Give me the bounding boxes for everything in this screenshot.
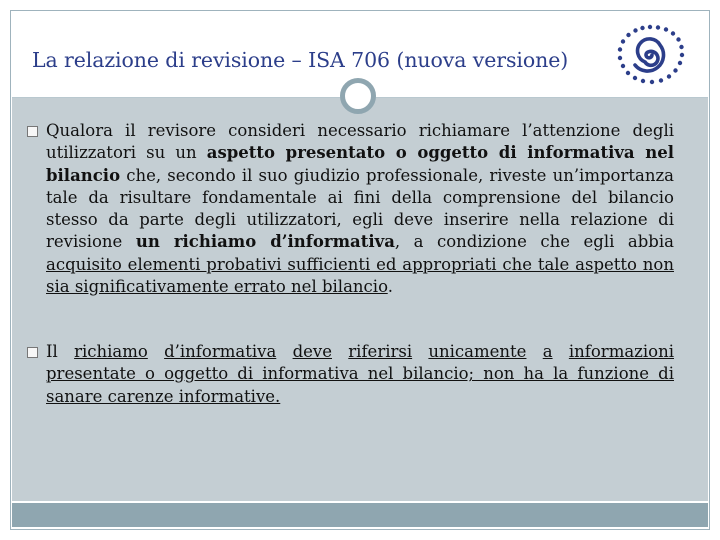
- slide-title: La relazione di revisione – ISA 706 (nuova versione): [32, 48, 569, 72]
- footer-band: [12, 503, 708, 527]
- square-bullet-icon: [27, 347, 38, 358]
- square-bullet-icon: [27, 126, 38, 137]
- paragraph-2: Il richiamo d’informativa deve riferirsi unicamente a informazioni presentate o oggetto di informativa nel bilancio; non ha la funzione di sanare carenze informative.: [46, 342, 674, 406]
- ring-ornament-icon: [340, 78, 376, 114]
- spiral-logo-icon: [612, 22, 688, 88]
- paragraph-1: Qualora il revisore consideri necessario richiamare l’attenzione degli utilizzatori su un aspetto presentato o oggetto di informativa nel bilancio che, secondo il suo giudizio professionale, riveste un’importanza tale da risultare fondamentale ai fini della comprensione del bilancio stesso da parte degli utilizzatori, egli deve inserire nella relazione di revisione un richiamo d’informativa, a condizione che egli abbia acquisito elementi probativi sufficienti ed appropriati che tale aspetto non sia significativamente errato nel bilancio.: [46, 121, 674, 297]
